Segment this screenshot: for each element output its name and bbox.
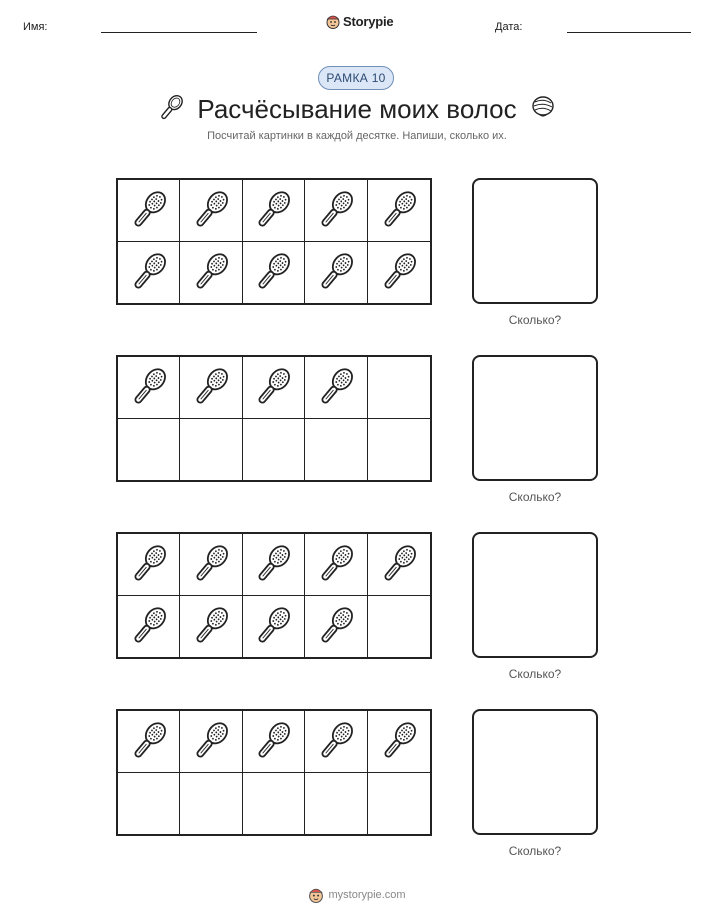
frame-cell xyxy=(368,419,430,481)
hairbrush-icon xyxy=(187,248,235,296)
hairbrush-icon xyxy=(312,540,360,588)
frame-cell xyxy=(243,419,305,481)
frame-cell xyxy=(305,534,367,596)
page-title: Расчёсывание моих волос xyxy=(197,94,517,124)
frame-cell xyxy=(180,534,242,596)
frame-cell xyxy=(368,773,430,835)
frame-cell xyxy=(305,357,367,419)
frame-cell xyxy=(118,242,180,304)
hairbrush-icon xyxy=(249,717,297,765)
frame-cell xyxy=(243,242,305,304)
how-many-label-2: Сколько? xyxy=(508,490,562,504)
frame-cell xyxy=(180,242,242,304)
hairbrush-icon xyxy=(312,248,360,296)
frame-cell xyxy=(368,711,430,773)
ten-frame xyxy=(116,355,432,482)
hairbrush-icon xyxy=(187,363,235,411)
hairbrush-icon xyxy=(312,186,360,234)
frame-cell xyxy=(243,596,305,658)
hairbrush-icon xyxy=(312,602,360,650)
ten-frame xyxy=(116,709,432,836)
hairbrush-icon xyxy=(249,248,297,296)
hairbrush-icon xyxy=(125,717,173,765)
frame-cell xyxy=(243,534,305,596)
frame-cell xyxy=(368,534,430,596)
answer-box-4[interactable] xyxy=(472,709,598,835)
hairbrush-icon xyxy=(125,186,173,234)
frame-cell xyxy=(243,357,305,419)
frame-cell xyxy=(305,419,367,481)
frame-cell xyxy=(118,534,180,596)
hairbrush-icon xyxy=(125,248,173,296)
frame-cell xyxy=(118,773,180,835)
frame-cell xyxy=(305,711,367,773)
frame-cell xyxy=(180,357,242,419)
name-label: Имя: xyxy=(23,21,48,33)
frame-row-3 xyxy=(116,532,432,659)
hairbrush-icon xyxy=(375,717,423,765)
how-many-label-1: Сколько? xyxy=(508,313,562,327)
hairbrush-icon xyxy=(249,602,297,650)
frame-cell xyxy=(180,419,242,481)
ten-frame xyxy=(116,532,432,659)
hairbrush-icon xyxy=(187,540,235,588)
frame-cell xyxy=(180,773,242,835)
date-line[interactable] xyxy=(567,32,691,33)
hairbrush-icon xyxy=(187,717,235,765)
hairbrush-icon xyxy=(125,540,173,588)
footer xyxy=(0,886,714,903)
hairbrush-icon xyxy=(249,540,297,588)
frame-cell xyxy=(180,180,242,242)
hairbrush-icon xyxy=(249,186,297,234)
storypie-mascot-icon xyxy=(326,13,340,29)
hairbrush-icon xyxy=(187,186,235,234)
brand-logo xyxy=(326,13,393,29)
frame-cell xyxy=(368,357,430,419)
hairbrush-icon xyxy=(125,363,173,411)
hair-bun-icon xyxy=(528,92,558,122)
frame-cell xyxy=(118,180,180,242)
frame-cell xyxy=(368,242,430,304)
answer-box-1[interactable] xyxy=(472,178,598,304)
frame-cell xyxy=(243,773,305,835)
hairbrush-icon xyxy=(187,602,235,650)
how-many-label-3: Сколько? xyxy=(508,667,562,681)
frame-cell xyxy=(118,357,180,419)
frame-row-1 xyxy=(116,178,432,305)
hairbrush-icon xyxy=(375,540,423,588)
storypie-mascot-icon xyxy=(308,886,324,903)
frame-cell xyxy=(118,596,180,658)
frame-cell xyxy=(118,419,180,481)
brand-name: Storypie xyxy=(343,13,394,29)
hairbrush-icon xyxy=(375,186,423,234)
hairbrush-icon xyxy=(125,602,173,650)
frame-row-2 xyxy=(116,355,432,482)
hairbrush-icon xyxy=(249,363,297,411)
hairbrush-icon xyxy=(312,363,360,411)
frame-cell xyxy=(305,596,367,658)
frame-cell xyxy=(368,180,430,242)
frame-cell xyxy=(180,711,242,773)
answer-box-2[interactable] xyxy=(472,355,598,481)
answer-box-3[interactable] xyxy=(472,532,598,658)
footer-url: mystorypie.com xyxy=(328,888,406,901)
name-line[interactable] xyxy=(101,32,257,33)
frame-cell xyxy=(305,242,367,304)
frame-badge: РАМКА 10 xyxy=(318,66,394,90)
frame-cell xyxy=(305,773,367,835)
frame-cell xyxy=(180,596,242,658)
date-label: Дата: xyxy=(495,21,523,33)
frame-cell xyxy=(368,596,430,658)
frame-row-4 xyxy=(116,709,432,836)
hairbrush-icon xyxy=(375,248,423,296)
frame-cell xyxy=(305,180,367,242)
ten-frame xyxy=(116,178,432,305)
hairbrush-icon xyxy=(312,717,360,765)
frame-cell xyxy=(118,711,180,773)
frame-cell xyxy=(243,711,305,773)
how-many-label-4: Сколько? xyxy=(508,844,562,858)
frame-cell xyxy=(243,180,305,242)
instructions: Посчитай картинки в каждой десятке. Напиши, сколько их. xyxy=(207,130,507,142)
